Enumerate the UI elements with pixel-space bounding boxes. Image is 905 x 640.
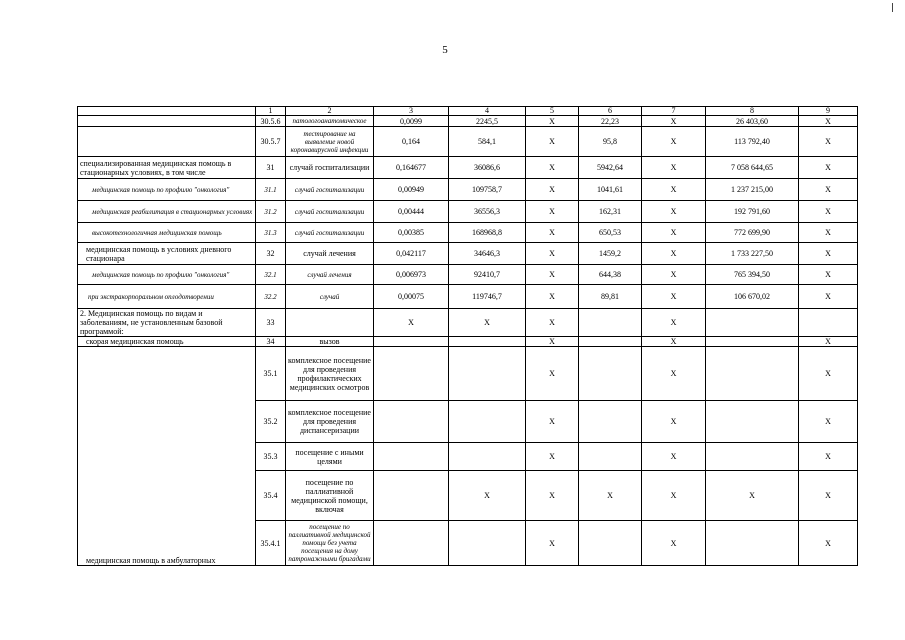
data-table: [77, 106, 858, 566]
value-cell: 0,00385: [374, 223, 449, 243]
value-cell: 162,31: [579, 201, 642, 223]
value-cell: Х: [642, 243, 706, 265]
value-cell: 26 403,60: [706, 116, 799, 127]
value-cell: Х: [526, 471, 579, 521]
edge-mark: [892, 3, 893, 12]
value-cell: Х: [526, 443, 579, 471]
value-cell: Х: [449, 471, 526, 521]
header-cell: 7: [642, 107, 706, 116]
value-cell: [449, 401, 526, 443]
value-cell: 0,164677: [374, 157, 449, 179]
value-cell: Х: [526, 157, 579, 179]
value-cell: [374, 471, 449, 521]
value-cell: Х: [526, 265, 579, 285]
row-code-cell: 35.2: [256, 401, 286, 443]
unit-cell: случай лечения: [286, 265, 374, 285]
row-code-cell: 35.4.1: [256, 521, 286, 566]
table-row: [78, 347, 858, 401]
value-cell: Х: [642, 157, 706, 179]
unit-cell: случай госпитализации: [286, 201, 374, 223]
value-cell: 765 394,50: [706, 265, 799, 285]
value-cell: Х: [526, 347, 579, 401]
value-cell: 0,00949: [374, 179, 449, 201]
value-cell: Х: [799, 265, 858, 285]
value-cell: 95,8: [579, 127, 642, 157]
value-cell: 92410,7: [449, 265, 526, 285]
unit-cell: случай: [286, 285, 374, 309]
value-cell: Х: [526, 116, 579, 127]
value-cell: Х: [642, 223, 706, 243]
value-cell: Х: [526, 285, 579, 309]
row-name-cell: медицинская реабилитация в стационарных условиях: [78, 201, 256, 223]
table-row: [78, 116, 858, 127]
row-name-cell: медицинская помощь по профилю "онкология": [78, 265, 256, 285]
row-name-cell: 2. Медицинская помощь по видам и заболеваниям, не установленным базовой программой:: [78, 309, 256, 337]
value-cell: 36556,3: [449, 201, 526, 223]
table-row: [78, 223, 858, 243]
value-cell: Х: [526, 127, 579, 157]
table-row: [78, 201, 858, 223]
row-code-cell: 35.1: [256, 347, 286, 401]
value-cell: 109758,7: [449, 179, 526, 201]
value-cell: Х: [526, 243, 579, 265]
value-cell: [449, 443, 526, 471]
page-number: 5: [442, 44, 448, 56]
value-cell: 0,006973: [374, 265, 449, 285]
table-row: [78, 179, 858, 201]
value-cell: [374, 443, 449, 471]
value-cell: 22,23: [579, 116, 642, 127]
value-cell: 1041,61: [579, 179, 642, 201]
row-code-cell: 32.1: [256, 265, 286, 285]
table-row: [78, 127, 858, 157]
value-cell: 119746,7: [449, 285, 526, 309]
value-cell: Х: [642, 443, 706, 471]
value-cell: [579, 309, 642, 337]
unit-cell: комплексное посещение для проведения диспансеризации: [286, 401, 374, 443]
row-code-cell: 34: [256, 337, 286, 347]
table-row: [78, 337, 858, 347]
value-cell: Х: [799, 401, 858, 443]
unit-cell: [286, 309, 374, 337]
value-cell: Х: [642, 337, 706, 347]
value-cell: [706, 443, 799, 471]
header-cell: 8: [706, 107, 799, 116]
value-cell: 1 237 215,00: [706, 179, 799, 201]
table-row: [78, 157, 858, 179]
value-cell: Х: [799, 201, 858, 223]
value-cell: Х: [642, 401, 706, 443]
value-cell: 644,38: [579, 265, 642, 285]
table-row: [78, 309, 858, 337]
value-cell: Х: [642, 201, 706, 223]
value-cell: 168968,8: [449, 223, 526, 243]
value-cell: 772 699,90: [706, 223, 799, 243]
value-cell: [706, 337, 799, 347]
value-cell: Х: [642, 285, 706, 309]
value-cell: Х: [642, 309, 706, 337]
value-cell: 113 792,40: [706, 127, 799, 157]
value-cell: Х: [799, 285, 858, 309]
value-cell: [579, 337, 642, 347]
value-cell: Х: [799, 243, 858, 265]
value-cell: [579, 401, 642, 443]
value-cell: [799, 309, 858, 337]
value-cell: 192 791,60: [706, 201, 799, 223]
value-cell: 650,53: [579, 223, 642, 243]
row-name-cell: медицинская помощь в условиях дневного стационара: [78, 243, 256, 265]
value-cell: [579, 443, 642, 471]
row-code-cell: 31: [256, 157, 286, 179]
value-cell: Х: [642, 116, 706, 127]
value-cell: 36086,6: [449, 157, 526, 179]
value-cell: Х: [799, 521, 858, 566]
value-cell: [579, 521, 642, 566]
header-cell: 5: [526, 107, 579, 116]
row-name-cell: медицинская помощь по профилю "онкология": [78, 179, 256, 201]
value-cell: Х: [799, 337, 858, 347]
value-cell: Х: [799, 443, 858, 471]
value-cell: Х: [642, 347, 706, 401]
header-cell: 9: [799, 107, 858, 116]
value-cell: Х: [642, 265, 706, 285]
value-cell: Х: [642, 127, 706, 157]
unit-cell: посещение по паллиативной медицинской помощи, включая: [286, 471, 374, 521]
row-code-cell: 30.5.7: [256, 127, 286, 157]
value-cell: 1 733 227,50: [706, 243, 799, 265]
value-cell: Х: [526, 201, 579, 223]
value-cell: [449, 337, 526, 347]
header-cell: 2: [286, 107, 374, 116]
unit-cell: патологоанатомическое: [286, 116, 374, 127]
value-cell: Х: [579, 471, 642, 521]
value-cell: Х: [799, 471, 858, 521]
row-name-cell: [78, 116, 256, 127]
value-cell: 0,164: [374, 127, 449, 157]
header-cell: [78, 107, 256, 116]
value-cell: Х: [374, 309, 449, 337]
unit-cell: случай госпитализации: [286, 157, 374, 179]
row-name-cell: [78, 127, 256, 157]
group-name-cell: медицинская помощь в амбулаторных: [78, 347, 256, 566]
value-cell: [706, 401, 799, 443]
value-cell: [374, 347, 449, 401]
header-cell: 4: [449, 107, 526, 116]
value-cell: Х: [799, 157, 858, 179]
row-code-cell: 31.1: [256, 179, 286, 201]
value-cell: [374, 401, 449, 443]
row-code-cell: 35.3: [256, 443, 286, 471]
unit-cell: случай госпитализации: [286, 223, 374, 243]
value-cell: [579, 347, 642, 401]
value-cell: Х: [642, 521, 706, 566]
value-cell: Х: [799, 347, 858, 401]
value-cell: Х: [799, 223, 858, 243]
unit-cell: вызов: [286, 337, 374, 347]
value-cell: 2245,5: [449, 116, 526, 127]
header-cell: 3: [374, 107, 449, 116]
row-name-cell: при экстракорпоральном оплодотворении: [78, 285, 256, 309]
header-cell: 6: [579, 107, 642, 116]
row-code-cell: 32: [256, 243, 286, 265]
value-cell: Х: [526, 337, 579, 347]
value-cell: Х: [449, 309, 526, 337]
unit-cell: тестирование на выявление новой коронавирусной инфекции: [286, 127, 374, 157]
header-row: [78, 107, 858, 116]
value-cell: Х: [799, 179, 858, 201]
value-cell: 7 058 644,65: [706, 157, 799, 179]
value-cell: 106 670,02: [706, 285, 799, 309]
unit-cell: случай госпитализации: [286, 179, 374, 201]
value-cell: [374, 521, 449, 566]
value-cell: [706, 521, 799, 566]
value-cell: 5942,64: [579, 157, 642, 179]
value-cell: [374, 337, 449, 347]
value-cell: 0,00075: [374, 285, 449, 309]
value-cell: Х: [642, 179, 706, 201]
value-cell: 1459,2: [579, 243, 642, 265]
header-cell: 1: [256, 107, 286, 116]
unit-cell: посещение по паллиативной медицинской помощи без учета посещения на дому патронажными бригадами: [286, 521, 374, 566]
table-row: [78, 285, 858, 309]
value-cell: [449, 521, 526, 566]
value-cell: Х: [526, 521, 579, 566]
value-cell: 34646,3: [449, 243, 526, 265]
unit-cell: комплексное посещение для проведения профилактических медицинских осмотров: [286, 347, 374, 401]
value-cell: Х: [799, 116, 858, 127]
value-cell: Х: [526, 309, 579, 337]
row-code-cell: 35.4: [256, 471, 286, 521]
table-row: [78, 243, 858, 265]
value-cell: 0,042117: [374, 243, 449, 265]
value-cell: Х: [706, 471, 799, 521]
value-cell: [706, 347, 799, 401]
value-cell: 89,81: [579, 285, 642, 309]
value-cell: [449, 347, 526, 401]
value-cell: Х: [526, 223, 579, 243]
row-name-cell: высокотехнологичная медицинская помощь: [78, 223, 256, 243]
value-cell: Х: [526, 401, 579, 443]
value-cell: [706, 309, 799, 337]
table-row: [78, 265, 858, 285]
row-code-cell: 31.2: [256, 201, 286, 223]
row-name-cell: скорая медицинская помощь: [78, 337, 256, 347]
value-cell: 0,0099: [374, 116, 449, 127]
value-cell: 584,1: [449, 127, 526, 157]
row-code-cell: 33: [256, 309, 286, 337]
value-cell: 0,00444: [374, 201, 449, 223]
value-cell: Х: [642, 471, 706, 521]
unit-cell: посещение с иными целями: [286, 443, 374, 471]
value-cell: Х: [799, 127, 858, 157]
row-name-cell: специализированная медицинская помощь в стационарных условиях, в том числе: [78, 157, 256, 179]
unit-cell: случай лечения: [286, 243, 374, 265]
row-code-cell: 32.2: [256, 285, 286, 309]
value-cell: Х: [526, 179, 579, 201]
row-code-cell: 31.3: [256, 223, 286, 243]
row-code-cell: 30.5.6: [256, 116, 286, 127]
